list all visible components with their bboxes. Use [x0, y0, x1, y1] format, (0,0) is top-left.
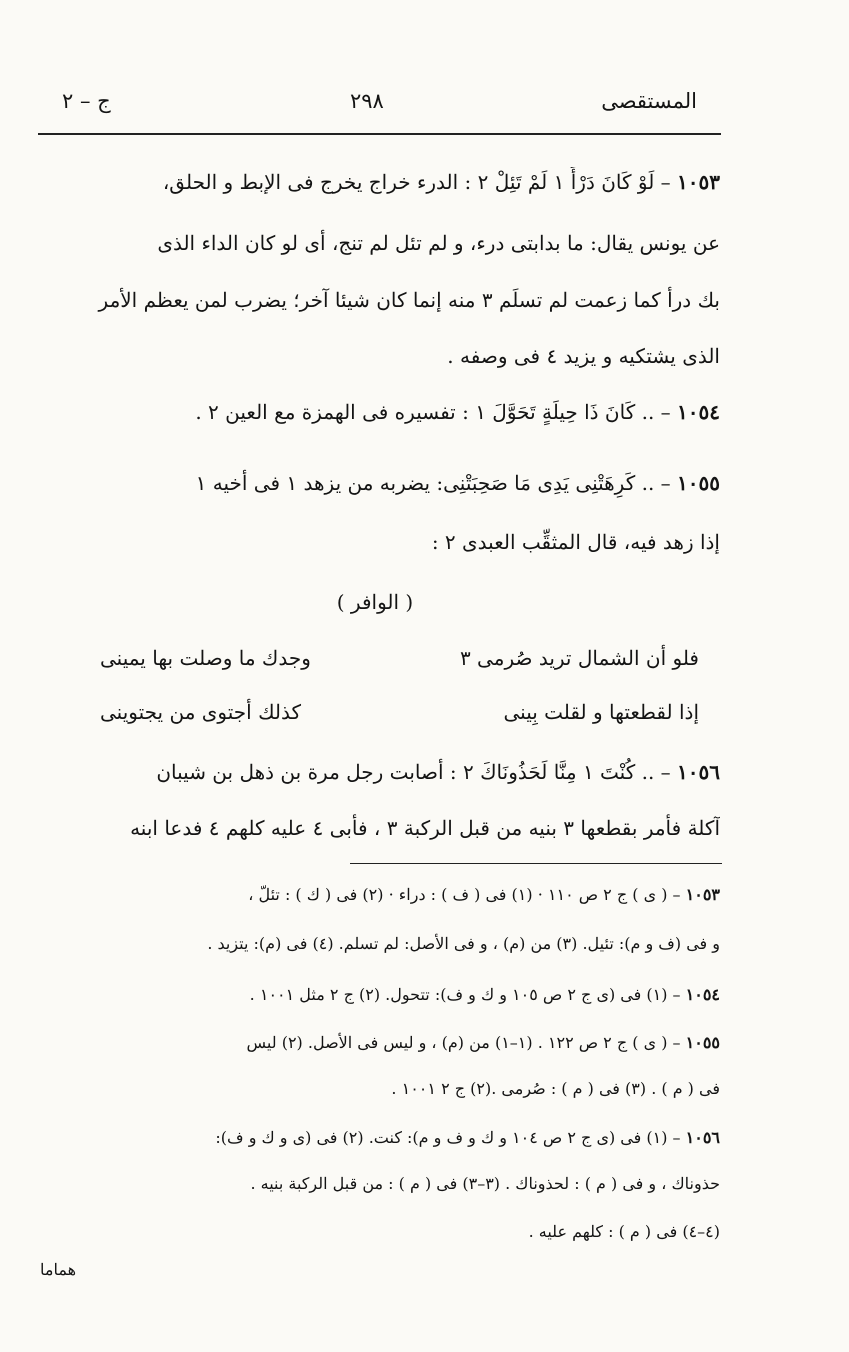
footnote-line: حذوناك ، و فى ( م ) : لحذوناك . (٣–٣) فى ( م ) : من قبل الركبة بنيه . — [250, 1174, 720, 1193]
running-title: المستقصى — [601, 89, 697, 113]
entry-line: ١٠٥٥ – .. كَرِهَتْنِى يَدِى مَا صَحِبَتْنِى: يضربه من يزهد ١ فى أخيه ١ — [195, 471, 720, 495]
entry-line: ١٠٥٤ – .. كَانَ ذَا حِيلَةٍ تَحَوَّلَ ١ : تفسيره فى الهمزة مع العين ٢ . — [195, 400, 720, 424]
entry-line: آكلة فأمر بقطعها ٣ بنيه من قبل الركبة ٣ ، فأبى ٤ عليه كلهم ٤ فدعا ابنه — [130, 816, 720, 840]
entry-line: عن يونس يقال: ما بدابتى درء، و لم تئل لم تنج، أى لو كان الداء الذى — [157, 231, 720, 255]
footnote-line: ١٠٥٤ – (١) فى (ى ج ٢ ص ١٠٥ و ك و ف): تتحول. (٢) ج ٢ مثل ١٠٠١ . — [249, 985, 720, 1004]
footnote-line: (٤–٤) فى ( م ) : كلهم عليه . — [528, 1222, 720, 1241]
footnote-rule — [350, 863, 722, 864]
part-number: ج – ٢ — [62, 89, 111, 113]
header-rule — [38, 133, 721, 135]
entry-line: ١٠٥٦ – .. كُنْتَ ١ مِنَّا لَحَذُونَاكَ ٢ : أصابت رجل مرة بن ذهل بن شيبان — [156, 760, 720, 784]
footnote-line: ١٠٥٦ – (١) فى (ى ج ٢ ص ١٠٤ و ك و ف و م): كنت. (٢) فى (ى و ك و ف): — [215, 1128, 720, 1147]
footnote-line: ١٠٥٣ – ( ى ) ج ٢ ص ١١٠ · (١) فى ( ف ) : دراء · (٢) فى ( ك ) : تئلّ ، — [248, 885, 720, 904]
poetic-meter: ( الوافر ) — [336, 590, 414, 614]
footnote-line: فى ( م ) . (٣) فى ( م ) : صُرمى .(٢) ج ٢ ١٠٠١ . — [391, 1079, 720, 1098]
verse-hemistich-left: وجدك ما وصلت بها يمينى — [100, 646, 311, 670]
footnote-line: و فى (ف و م): تئيل. (٣) من (م) ، و فى الأصل: لم تسلم. (٤) فى (م): يتزيد . — [207, 934, 720, 953]
entry-line: بك درأ كما زعمت لم تسلَم ٣ منه إنما كان شيئا آخر؛ يضرب لمن يعظم الأمر — [98, 288, 720, 312]
verse-hemistich-right: فلو أن الشمال تريد صُرمى ٣ — [459, 646, 699, 670]
verse-hemistich-right: إذا لقطعتها و لقلت بِينى — [503, 700, 699, 724]
footnote-line: ١٠٥٥ – ( ى ) ج ٢ ص ١٢٢ . (١–١) من (م) ، و ليس فى الأصل. (٢) ليس — [246, 1033, 720, 1052]
catchword: هماما — [40, 1260, 77, 1279]
page-number: ٢٩٨ — [350, 89, 384, 113]
entry-line: إذا زهد فيه، قال المثقِّب العبدى ٢ : — [431, 530, 720, 554]
entry-line: الذى يشتكيه و يزيد ٤ فى وصفه . — [447, 344, 720, 368]
entry-line: ١٠٥٣ – لَوْ كَانَ دَرْأً ١ لَمْ تَئِلْ ٢ : الدرء خراج يخرج فى الإبط و الحلق، — [162, 170, 720, 194]
verse-hemistich-left: كذلك أجتوى من يجتوينى — [100, 700, 302, 724]
